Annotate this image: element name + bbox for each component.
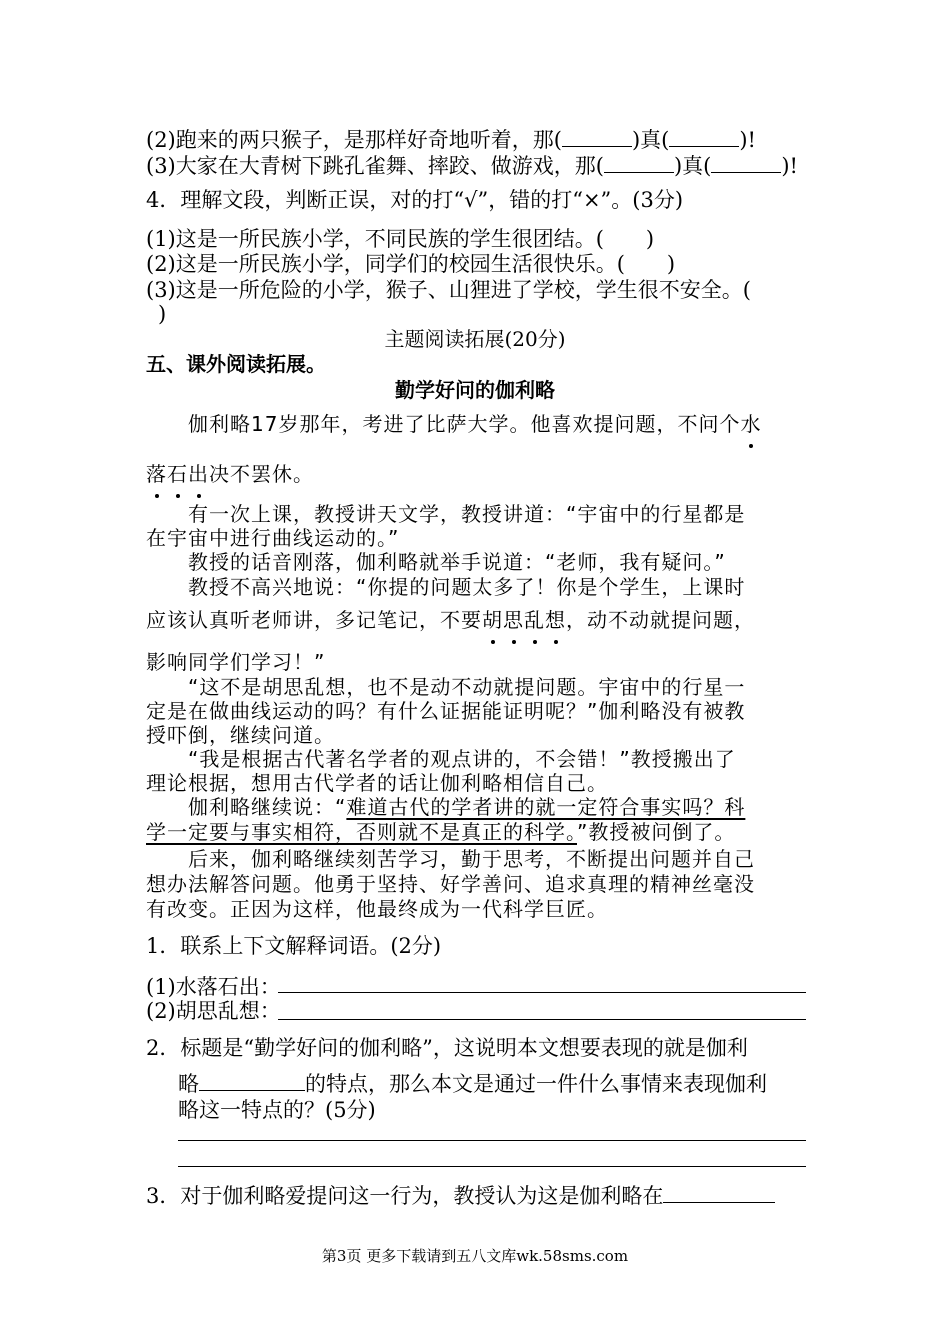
q3-item-2: (2)跑来的两只猴子，是那样好奇地听着，那( )真( )! <box>146 128 756 152</box>
q3-item-3: (3)大家在大青树下跳孔雀舞、摔跤、做游戏，那( )真( )! <box>146 154 798 178</box>
answer-line-3[interactable] <box>178 1140 806 1141</box>
para-7-line-1: 伽利略继续说：“难道古代的学者讲的就一定符合事实吗？科 <box>188 795 746 819</box>
exercise-3-line-1: 3．对于伽利略爱提问这一行为，教授认为这是伽利略在 <box>146 1182 775 1210</box>
exercise-1-item-2: (2)胡思乱想： <box>146 999 281 1023</box>
q4-item-1: (1)这是一所民族小学，不同民族的学生很团结。( ) <box>146 227 655 251</box>
exercise-2-line-1: 2．标题是“勤学好问的伽利略”，这说明本文想要表现的就是伽利 <box>146 1036 748 1060</box>
para-4-line-1: 教授不高兴地说：“你提的问题太多了！你是个学生，上课时 <box>188 575 746 599</box>
answer-line-1[interactable] <box>278 992 806 993</box>
q4-item-3-end: ) <box>158 302 167 326</box>
para-7-line-2: 学一定要与事实相符，否则就不是真正的科学。”教授被问倒了。 <box>146 820 736 844</box>
para-3: 教授的话音刚落，伽利略就举手说道：“老师，我有疑问。” <box>188 550 726 574</box>
q4-item-2: (2)这是一所民族小学，同学们的校园生活很快乐。( ) <box>146 252 676 276</box>
para-8-line-2: 想办法解答问题。他勇于坚持、好学善问、追求真理的精神丝毫没 <box>146 872 755 896</box>
para-2-line-2: 在宇宙中进行曲线运动的。” <box>146 526 400 550</box>
para-8-line-3: 有改变。正因为这样，他最终成为一代科学巨匠。 <box>146 897 608 921</box>
para-5-line-1: “这不是胡思乱想，也不是动不动就提问题。宇宙中的行星一 <box>188 675 746 699</box>
q4-heading: 4．理解文段，判断正误，对的打“√”，错的打“×”。(3分) <box>146 188 684 212</box>
section-heading: 五、课外阅读拓展。 <box>146 352 326 376</box>
para-6-line-2: 理论根据，想用古代学者的话让伽利略相信自己。 <box>146 771 608 795</box>
q4-item-3: (3)这是一所危险的小学，猴子、山狸进了学校，学生很不安全。( <box>146 278 751 302</box>
article-title: 勤学好问的伽利略 <box>395 378 555 402</box>
answer-line-4[interactable] <box>178 1166 806 1167</box>
para-8-line-1: 后来，伽利略继续刻苦学习，勤于思考，不断提出问题并自己 <box>188 847 755 871</box>
para-6-line-1: “我是根据古代著名学者的观点讲的，不会错！”教授搬出了 <box>188 747 736 771</box>
para-1-line-2: 落石出决不罢休。 <box>146 462 314 486</box>
exercise-1-item-1: (1)水落石出： <box>146 975 281 999</box>
para-4-line-2: 应该认真听老师讲，多记笔记，不要胡思乱想，动不动就提问题， <box>146 608 755 632</box>
answer-line-2[interactable] <box>278 1019 806 1020</box>
exercise-2-line-3: 略这一特点的？(5分) <box>178 1098 376 1122</box>
para-4-line-3: 影响同学们学习！” <box>146 650 326 674</box>
exercise-1-heading: 1．联系上下文解释词语。(2分) <box>146 934 442 958</box>
para-1-line-1: 伽利略17岁那年，考进了比萨大学。他喜欢提问题，不问个水 <box>188 412 762 436</box>
exercise-2-line-2: 略 的特点，那么本文是通过一件什么事情来表现伽利 <box>178 1072 767 1096</box>
section-subtitle: 主题阅读拓展(20分) <box>384 327 566 351</box>
para-2-line-1: 有一次上课，教授讲天文学，教授讲道：“宇宙中的行星都是 <box>188 502 746 526</box>
para-5-line-3: 授吓倒，继续问道。 <box>146 723 335 747</box>
page-footer: 第3页 更多下载请到五八文库wk.58sms.com <box>321 1247 629 1265</box>
para-5-line-2: 定是在做曲线运动的吗？有什么证据能证明呢？”伽利略没有被教 <box>146 699 746 723</box>
